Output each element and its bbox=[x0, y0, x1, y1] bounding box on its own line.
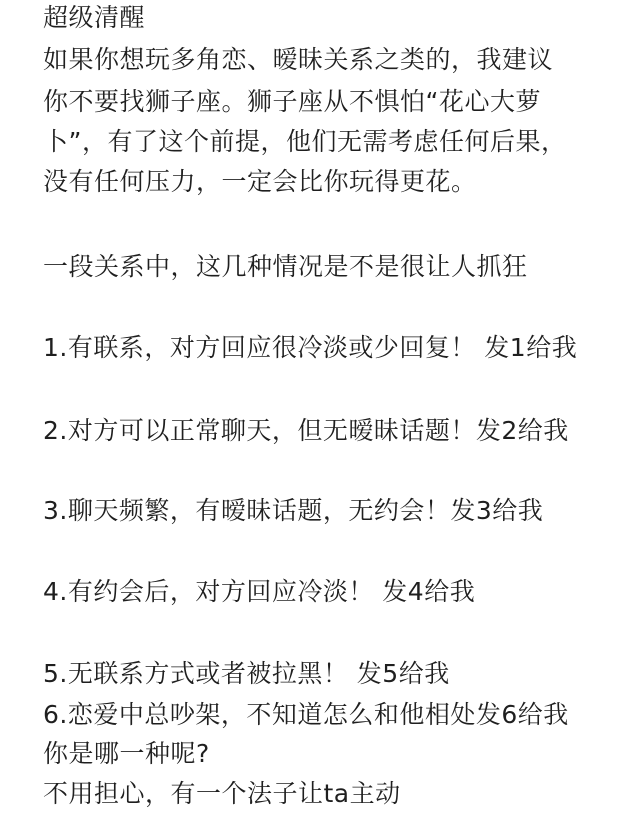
question-line: 一段关系中，这几种情况是不是很让人抓狂 bbox=[43, 252, 528, 281]
paragraph-line: 如果你想玩多角恋、暧昧关系之类的，我建议 bbox=[43, 45, 554, 74]
paragraph-line: 你不要找狮子座。狮子座从不惧怕“花心大萝 bbox=[43, 87, 541, 116]
option-6: 6.恋爱中总吵架，不知道怎么和他相处发6给我 bbox=[43, 700, 569, 729]
paragraph-line: 卜”，有了这个前提，他们无需考虑任何后果， bbox=[43, 127, 567, 156]
paragraph-line: 没有任何压力，一定会比你玩得更花。 bbox=[43, 167, 477, 196]
closing-line: 不用担心，有一个法子让ta主动 bbox=[43, 779, 401, 808]
option-4: 4.有约会后，对方回应冷淡！ 发4给我 bbox=[43, 577, 476, 606]
option-2: 2.对方可以正常聊天，但无暧昧话题！发2给我 bbox=[43, 416, 569, 445]
closing-question: 你是哪一种呢? bbox=[43, 739, 210, 768]
option-1: 1.有联系，对方回应很冷淡或少回复！ 发1给我 bbox=[43, 333, 578, 362]
post-title: 超级清醒 bbox=[43, 3, 146, 32]
option-5: 5.无联系方式或者被拉黑！ 发5给我 bbox=[43, 659, 450, 688]
option-3: 3.聊天频繁，有暧昧话题，无约会！发3给我 bbox=[43, 496, 544, 525]
